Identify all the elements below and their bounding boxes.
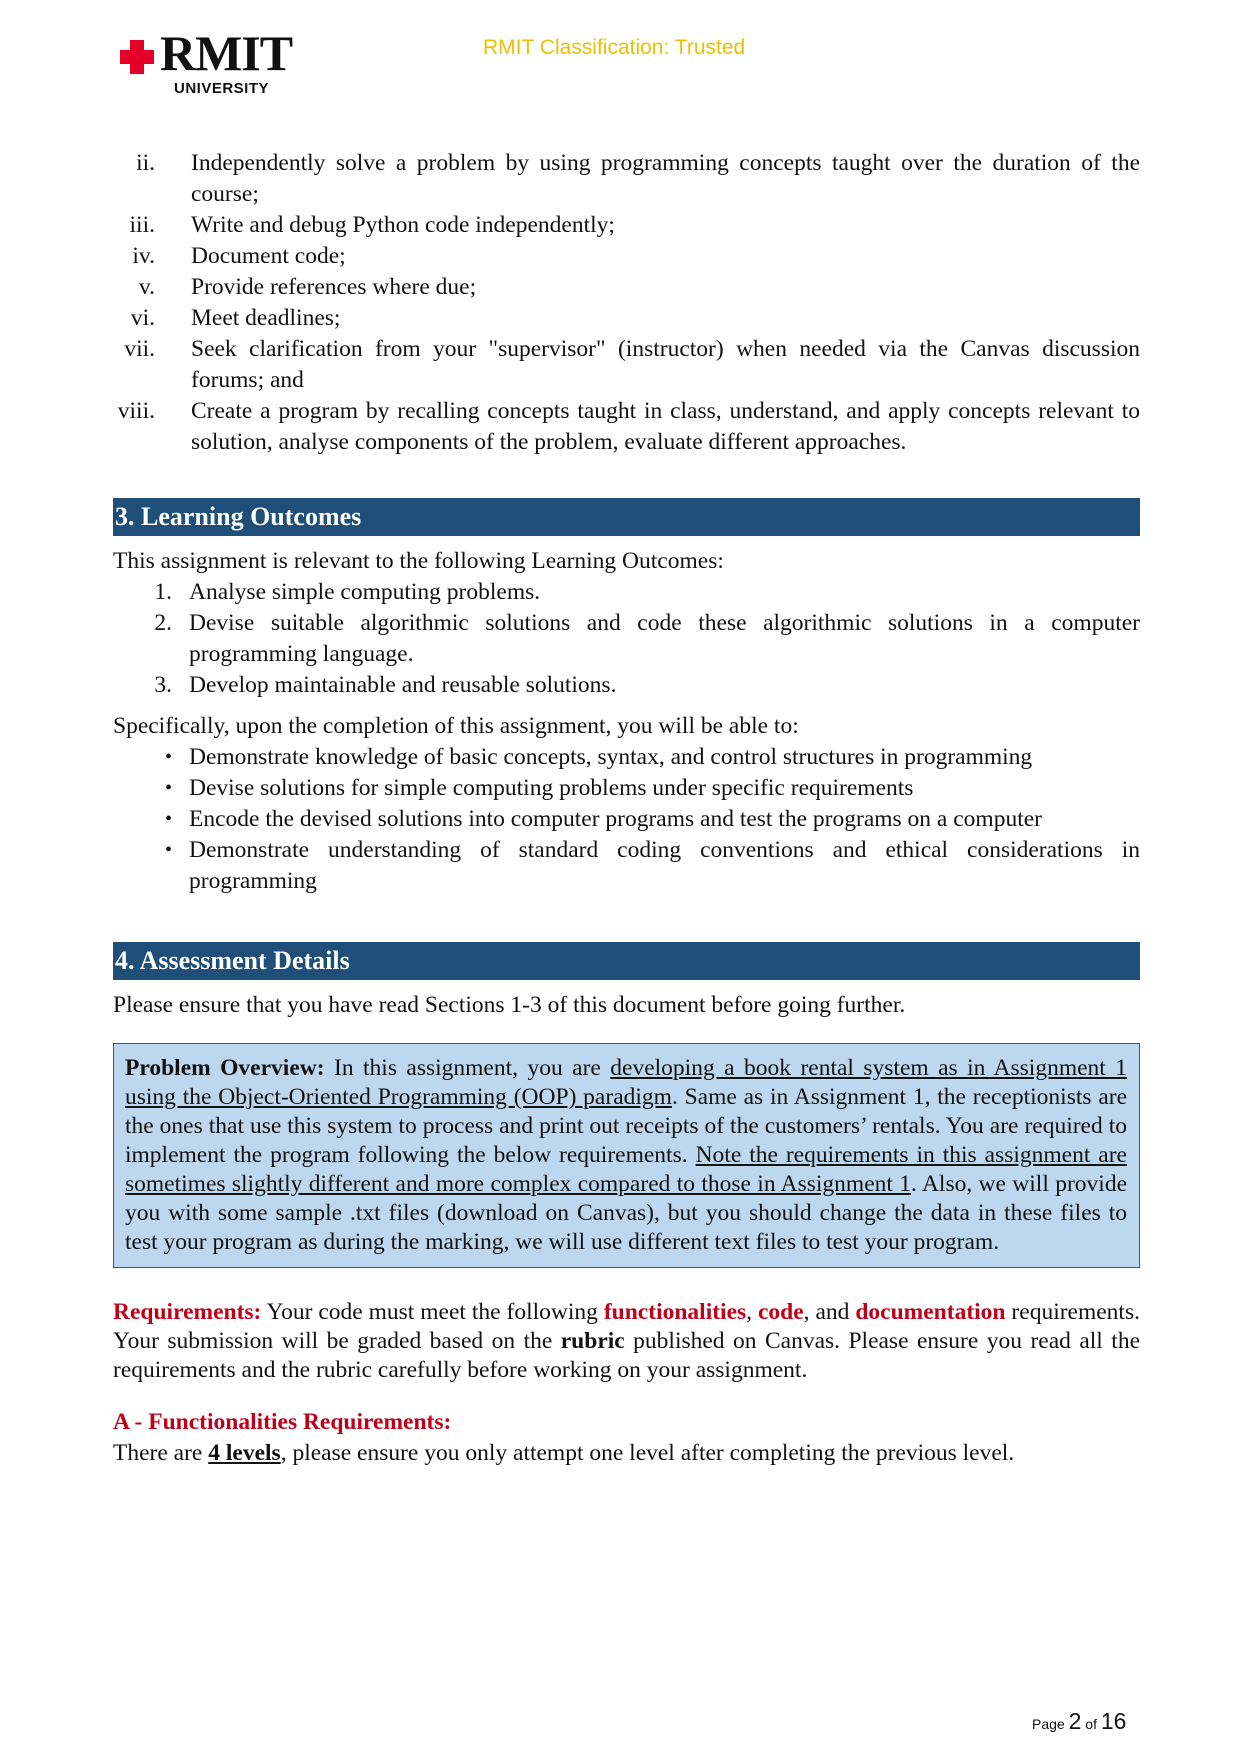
skills-bullets	[113, 742, 1140, 897]
list-item: v. Provide references where due;	[138, 274, 477, 300]
list-item: • Demonstrate understanding of standard coding conventions and ethical considerations in programming	[113, 835, 1140, 897]
list-item: ii. Independently solve a problem by using programming concepts taught over the duration of the course;	[136, 150, 1140, 207]
section-4-heading: 4. Assessment Details	[113, 942, 1140, 980]
list-item: vii. Seek clarification from your "supervisor" (instructor) when needed via the Canvas discussion forums; and	[124, 336, 1140, 393]
overview-label: Problem Overview:	[125, 1055, 325, 1081]
requirements-paragraph: Requirements: Your code must meet the following functionalities, code, and documentation requirements. Your submission will be graded based on the rubric published on Canvas. Please ensure you read all the requirements and the rubric carefully before working on your assignment.	[113, 1299, 1140, 1383]
bullet-icon: •	[164, 746, 172, 768]
logo-word: RMIT	[160, 25, 293, 81]
section-3-intro: This assignment is relevant to the following Learning Outcomes:	[113, 548, 724, 574]
bullet-icon: •	[164, 808, 172, 830]
page-number: Page 2 of 16	[1032, 1708, 1127, 1734]
classification-label: RMIT Classification: Trusted	[483, 36, 746, 59]
list-item: • Demonstrate knowledge of basic concepts, syntax, and control structures in programming	[113, 742, 1140, 773]
levels-paragraph: There are 4 levels, please ensure you only attempt one level after completing the previous level.	[113, 1440, 1015, 1466]
list-item: 2. Devise suitable algorithmic solutions and code these algorithmic solutions in a computer programming language.	[154, 610, 1140, 667]
bullet-icon: •	[164, 839, 172, 861]
logo-subtitle: UNIVERSITY	[174, 80, 270, 97]
section-3-heading: 3. Learning Outcomes	[113, 498, 1140, 536]
list-item: iv. Document code;	[132, 243, 346, 269]
list-item: • Encode the devised solutions into computer programs and test the programs on a computer	[113, 804, 1140, 835]
skills-list	[113, 148, 1140, 458]
list-item: • Devise solutions for simple computing problems under specific requirements	[113, 773, 1140, 804]
section-4-intro: Please ensure that you have read Sections 1-3 of this document before going further.	[113, 992, 906, 1018]
list-item: 1. Analyse simple computing problems.	[154, 579, 541, 605]
page-content	[113, 148, 1140, 1469]
problem-overview-box: Problem Overview: In this assignment, you are developing a book rental system as in Assignment 1 using the Object-Oriented Programming (OOP) paradigm. Same as in Assignment 1, the receptionists are the ones that use this system to process and print out receipts of the customers’ rentals. You are required to implement the program following the below requirements. Note the requirements in this assignment are sometimes slightly different and more complex compared to those in Assignment 1. Also, we will provide you with some sample .txt files (download on Canvas), but you should change the data in these files to test your program as during the marking, we will use different text files to test your program.	[113, 1043, 1140, 1268]
outcomes-list	[113, 577, 1140, 701]
rmit-logo	[118, 25, 308, 104]
list-item: vi. Meet deadlines;	[130, 305, 341, 331]
list-item: 3. Develop maintainable and reusable solutions.	[154, 672, 617, 698]
functionalities-heading: A - Functionalities Requirements:	[113, 1409, 452, 1435]
list-item: iii. Write and debug Python code independently;	[129, 212, 615, 238]
list-item: viii. Create a program by recalling concepts taught in class, understand, and apply concepts relevant to solution, analyse components of the problem, evaluate different approaches.	[117, 398, 1140, 455]
section-3-intro-2: Specifically, upon the completion of this assignment, you will be able to:	[113, 713, 799, 739]
rmit-pixel-icon	[118, 38, 156, 76]
bullet-icon: •	[164, 777, 172, 799]
